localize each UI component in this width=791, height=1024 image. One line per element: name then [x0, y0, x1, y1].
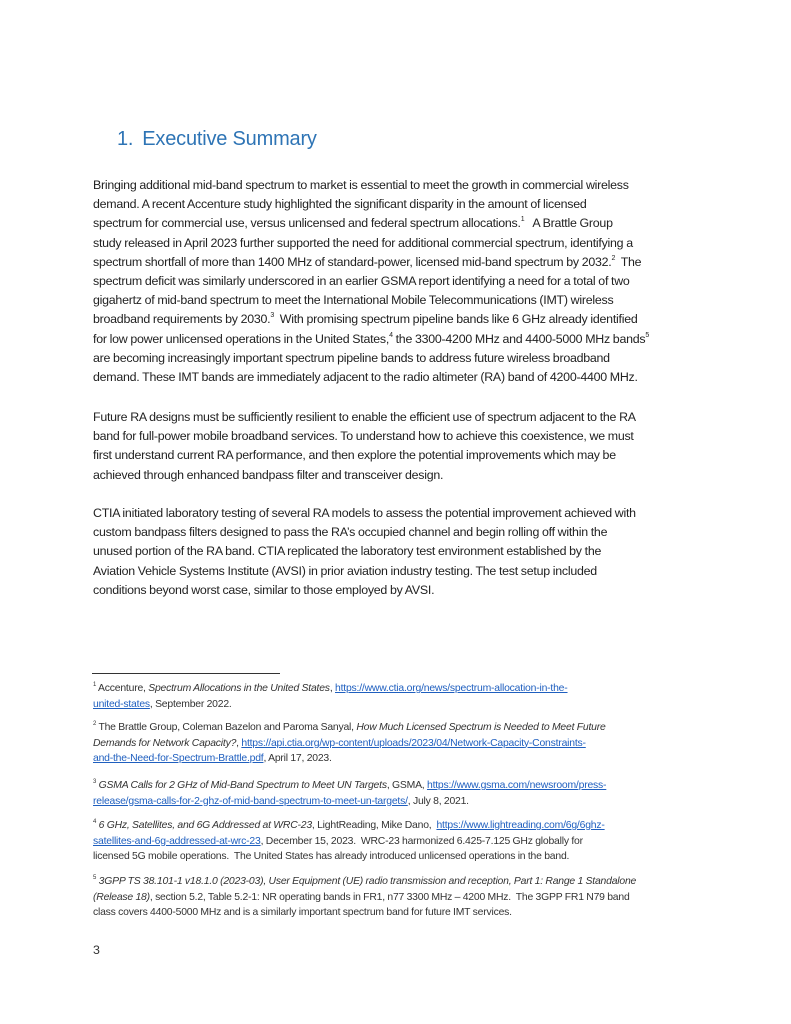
- text-line: demand. These IMT bands are immediately adjacent to the radio altimeter (RA) band of 4200-4400 MHz.: [93, 370, 638, 385]
- footnote-link[interactable]: https://api.ctia.org/wp-content/uploads/2023/04/Network-Capacity-Constraints-: [241, 737, 586, 749]
- footnote-number: 2: [93, 720, 97, 727]
- footnote-link[interactable]: united-states: [93, 698, 150, 710]
- text-line: are becoming increasingly important spectrum pipeline bands to address future wireless broadband: [93, 350, 610, 365]
- footnote-link[interactable]: release/gsma-calls-for-2-ghz-of-mid-band-spectrum-to-meet-un-targets/: [93, 795, 408, 807]
- footnote-title: GSMA Calls for 2 GHz of Mid-Band Spectrum to Meet UN Targets: [96, 780, 387, 791]
- footnote-5: $^5$ 3GPP TS 38.101-1 v18.1.0 (2023-03), User Equipment (UE) radio transmission and reception, Part 1: Range 1 Standalone (Release 18), section 5.2, Table 5.2-1: NR operating bands in FR1, n77 3300 MHz – 4200 MHz. The 3GPP FR1 N79 band class covers 4400-5000 MHz and is a similarly important spectrum band for future IMT services.: [93, 874, 637, 919]
- footnote-link[interactable]: https://www.gsma.com/newsroom/press-: [426, 780, 607, 791]
- footnote-separator: [92, 673, 280, 674]
- footnote-link[interactable]: and-the-Need-for-Spectrum-Brattle.pdf: [93, 753, 264, 765]
- text-line: study released in April 2023 further supported the need for additional commercial spectrum, identifying a: [93, 235, 633, 250]
- footnote-link[interactable]: https://www.ctia.org/news/spectrum-allocation-in-the-: [335, 683, 568, 694]
- text-line: first understand current RA performance, and then explore the potential improvements which may be: [93, 448, 616, 463]
- footnote-title: Spectrum Allocations in the United States: [148, 683, 330, 694]
- text-line: Bringing additional mid-band spectrum to market is essential to meet the growth in commercial wireless: [93, 178, 629, 192]
- text-line: unused portion of the RA band. CTIA replicated the laboratory test environment established by the: [93, 544, 602, 559]
- footnote-1: $^1$ Accenture, Spectrum Allocations in the United States, https://www.ctia.org/news/spectrum-allocation-in-the- united-states, September 2022.: [93, 681, 568, 710]
- text-line: Future RA designs must be sufficiently resilient to enable the efficient use of spectrum adjacent to the RA: [93, 410, 636, 424]
- footnote-title: How Much Licensed Spectrum is Needed to Meet Future: [356, 722, 606, 733]
- footnote-number: 5: [93, 874, 97, 881]
- paragraph-3: [93, 504, 703, 600]
- text-line: spectrum for commercial use, versus unlicensed and federal spectrum allocations.$^1$ A Brattle Group: [93, 216, 613, 231]
- footnote-title: Demands for Network Capacity?: [93, 737, 237, 749]
- text-line: demand. A recent Accenture study highlighted the significant disparity in the amount of licensed: [93, 197, 587, 212]
- footnote-number: 1: [93, 681, 97, 688]
- footnote-title: 3GPP TS 38.101-1 v18.1.0 (2023-03), User Equipment (UE) radio transmission and reception, Part 1: Range 1 Standalone: [96, 876, 637, 887]
- footnote-ref-4[interactable]: 4: [389, 331, 393, 339]
- section-heading: [117, 128, 317, 151]
- footnote-title: 6 GHz, Satellites, and 6G Addressed at WRC-23: [96, 820, 312, 831]
- section-title: Executive Summary: [142, 128, 317, 150]
- text-line: achieved through enhanced bandpass filter and transceiver design.: [93, 467, 444, 482]
- footnote-number: 4: [93, 818, 97, 825]
- text-line: broadband requirements by 2030.$^3$ With promising spectrum pipeline bands like 6 GHz already identified: [93, 312, 638, 327]
- text-line: gigahertz of mid-band spectrum to meet the International Mobile Telecommunications (IMT) wireless: [93, 293, 614, 308]
- footnote-ref-5[interactable]: 5: [645, 331, 649, 339]
- footnote-4: $^4$ 6 GHz, Satellites, and 6G Addressed at WRC-23, LightReading, Mike Dano, https://www.lightreading.com/6g/6ghz- satellites-and-6g-addressed-at-wrc-23, December 15, 2023. WRC-23 harmonized 6.425-7.125 GHz globally for licensed 5G mobile operations. The United States has already introduced unlicensed operations in the band.: [93, 818, 605, 863]
- footnote-ref-3[interactable]: 3: [270, 312, 274, 320]
- footnote-ref-2[interactable]: 2: [611, 254, 616, 262]
- text-line: conditions beyond worst case, similar to those employed by AVSI.: [93, 582, 435, 597]
- text-line: for low power unlicensed operations in the United States,$^4$ the 3300-4200 MHz and 4400-5000 MHz bands$^5$: [93, 331, 649, 346]
- page-number: 3: [93, 943, 100, 957]
- text-line: custom bandpass filters designed to pass the RA’s occupied channel and begin rolling off within the: [93, 525, 608, 540]
- text-line: Aviation Vehicle Systems Institute (AVSI) in prior aviation industry testing. The test setup included: [93, 563, 597, 578]
- text-line: band for full-power mobile broadband services. To understand how to achieve this coexistence, we must: [93, 429, 634, 444]
- section-number: 1.: [117, 128, 134, 150]
- footnote-link[interactable]: https://www.lightreading.com/6g/6ghz-: [436, 820, 605, 831]
- text-line: spectrum deficit was similarly underscored in an earlier GSMA report identifying a need for a total of two: [93, 274, 630, 289]
- text-line: spectrum shortfall of more than 1400 MHz of standard-power, licensed mid-band spectrum by 2032.$^2$ The: [93, 254, 642, 269]
- paragraph-2: [93, 408, 703, 485]
- footnote-3: $^3$ GSMA Calls for 2 GHz of Mid-Band Spectrum to Meet UN Targets, GSMA, https://www.gsma.com/newsroom/press- release/gsma-calls-for-2-ghz-of-mid-band-spectrum-to-meet-un-targets/, July 8, 2021.: [93, 778, 607, 807]
- footnote-number: 3: [93, 778, 97, 785]
- text-line: CTIA initiated laboratory testing of several RA models to assess the potential improvement achieved with: [93, 506, 636, 520]
- footnote-title: (Release 18): [93, 891, 150, 903]
- footnote-2: $^2$ The Brattle Group, Coleman Bazelon and Paroma Sanyal, How Much Licensed Spectrum is Needed to Meet Future Demands for Network Capacity?, https://api.ctia.org/wp-content/uploads/2023/04/Network-Capacity-Constraints- and-the-Need-for-Spectrum-Brattle.pdf, April 17, 2023.: [93, 720, 606, 765]
- footnote-link[interactable]: satellites-and-6g-addressed-at-wrc-23: [93, 835, 261, 847]
- footnote-ref-1[interactable]: 1: [520, 216, 525, 224]
- paragraph-1: [93, 176, 703, 387]
